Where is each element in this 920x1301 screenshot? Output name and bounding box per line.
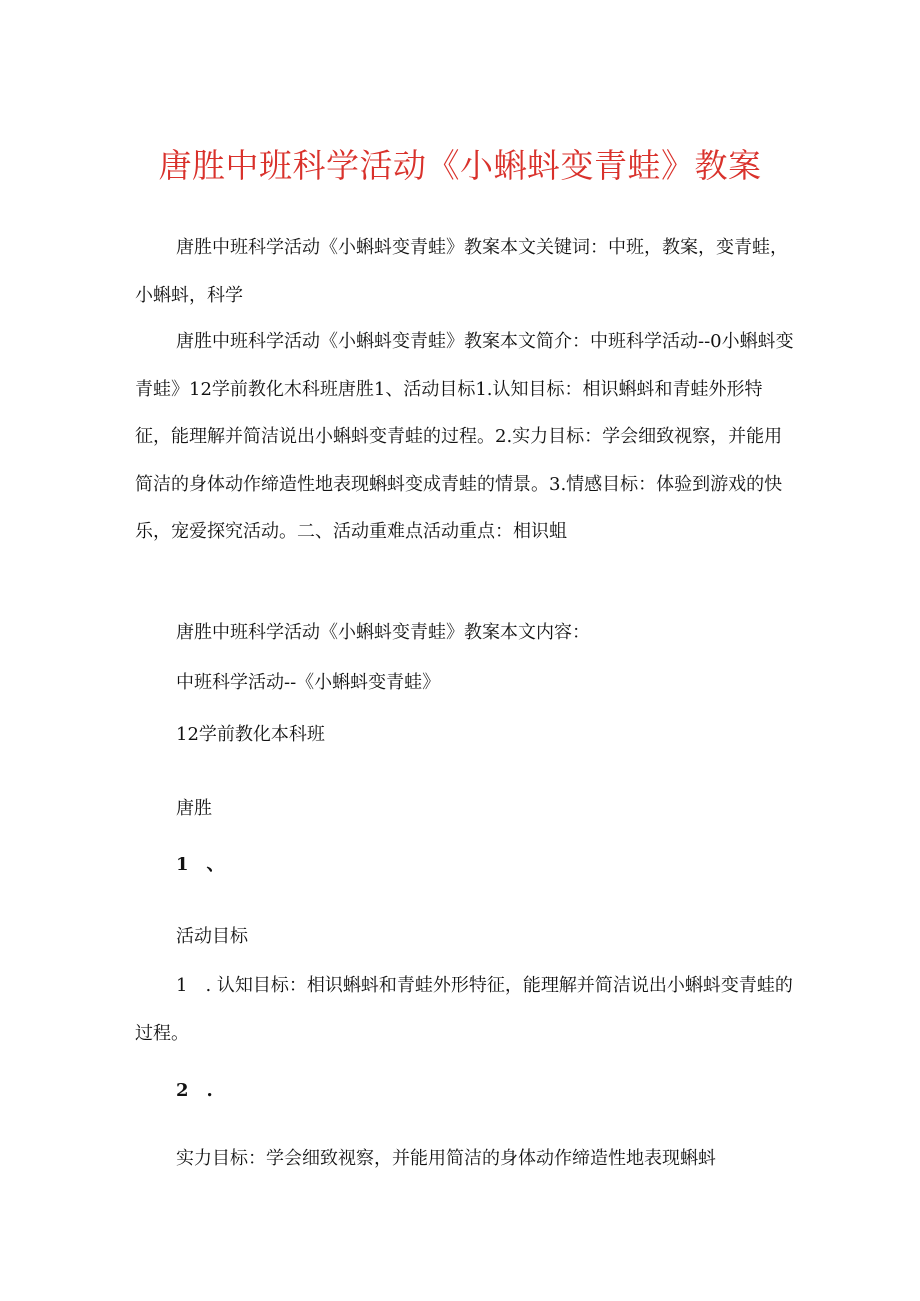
- summary-paragraph: 唐胜中班科学活动《小蝌蚪变青蛙》教案本文简介：中班科学活动--0小蝌蚪变青蛙》12学前教化木科班唐胜1、活动目标1.认知目标：相识蝌蚪和青蛙外形特征，能理解并简洁说出小蝌蚪变青蛙的过程。2.实力目标：学会细致视察，并能用简洁的身体动作缔造性地表现蝌蚪变成青蛙的情景。3.情感目标：体验到游戏的快乐，宠爱探究活动。二、活动重难点活动重点：相识蛆: [135, 331, 794, 542]
- content-heading: 唐胜中班科学活动《小蝌蚪变青蛙》教案本文内容：: [176, 622, 590, 643]
- goal-2-text: 实力目标：学会细致视察，并能用简洁的身体动作缔造性地表现蝌蚪: [176, 1148, 716, 1169]
- author-name: 唐胜: [176, 798, 212, 819]
- section-title: 活动目标: [176, 926, 248, 947]
- activity-name: 中班科学活动--《小蝌蚪变青蛙》: [176, 672, 441, 693]
- section-number: 1 、: [176, 854, 225, 875]
- goal-2-number: 2 .: [176, 1080, 213, 1101]
- keywords-paragraph: 唐胜中班科学活动《小蝌蚪变青蛙》教案本文关键词：中班，教案，变青蛙，小蝌蚪，科学: [135, 237, 788, 306]
- document-title: 唐胜中班科学活动《小蝌蚪变青蛙》教案: [158, 146, 762, 185]
- class-name: 12学前教化本科班: [176, 724, 325, 745]
- goal-1-paragraph: 1 . 认知目标：相识蝌蚪和青蛙外形特征，能理解并简洁说出小蝌蚪变青蛙的过程。: [135, 975, 793, 1044]
